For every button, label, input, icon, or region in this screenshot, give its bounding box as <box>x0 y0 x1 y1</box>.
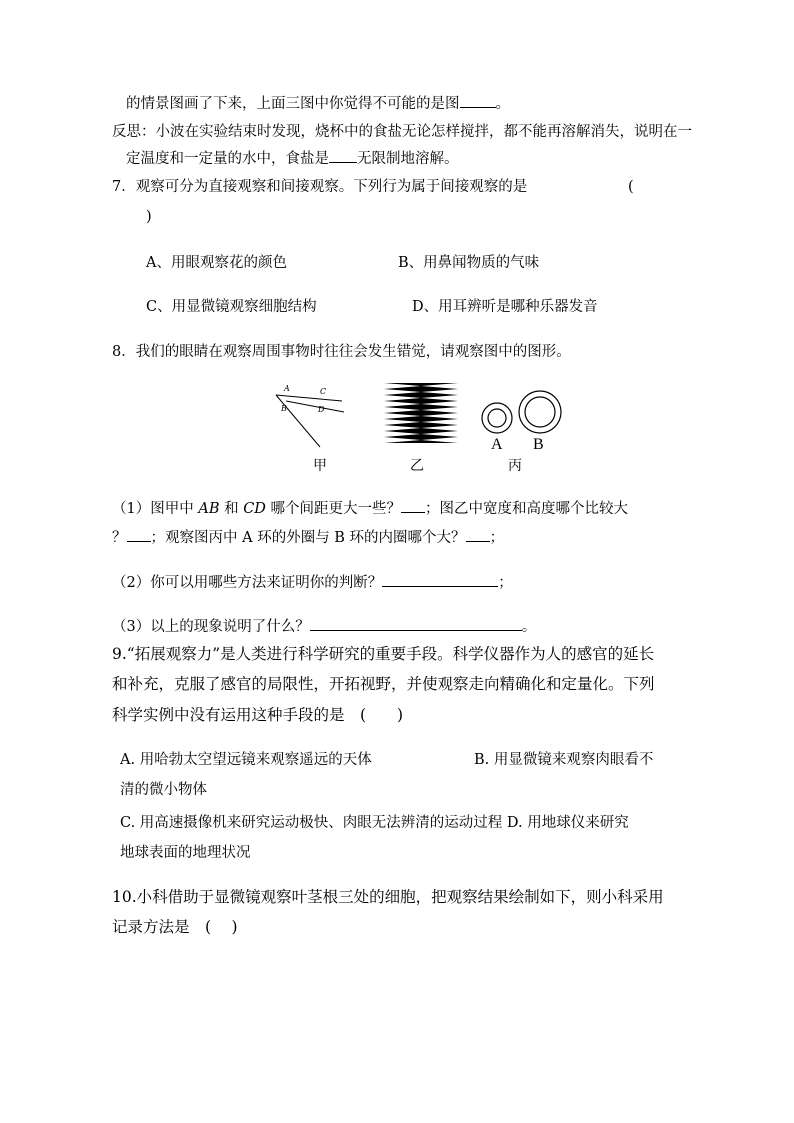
figure-jia-lines <box>270 383 350 453</box>
point-a-label: A <box>284 384 290 393</box>
q9-option-c-line2: 地球表面的地理状况 <box>120 845 251 861</box>
answer-blank[interactable] <box>401 498 425 513</box>
q8-sub2 <box>112 572 513 593</box>
q9-stem-line1: 9.“拓展观察力”是人类进行科学研究的重要手段。科学仪器作为人的感官的延长 <box>112 645 655 663</box>
segment-ab: AB <box>198 501 220 517</box>
answer-blank[interactable] <box>329 148 357 163</box>
point-c-label: C <box>320 387 327 396</box>
q7-option-c: C、用显微镜观察细胞结构 <box>146 299 317 315</box>
q7-option-d: D、用耳辨听是哪种乐器发音 <box>412 299 598 315</box>
figure-yi-zigzag <box>384 383 458 443</box>
figure-bing-rings <box>476 388 576 438</box>
sub2-text: （2）你可以用哪些方法来证明你的判断？ <box>112 575 383 591</box>
q8-sub1-line1 <box>112 498 628 519</box>
q8-sub3 <box>112 616 536 637</box>
answer-blank[interactable] <box>127 527 151 542</box>
q10-stem-line1: 10.小科借助于显微镜观察叶茎根三处的细胞，把观察结果绘制如下，则小科采用 <box>112 888 664 906</box>
q7-paren-open: ( <box>628 179 634 195</box>
sub1-and: 和 <box>219 501 244 517</box>
point-b-label: B <box>281 404 287 413</box>
reflection-line-2 <box>126 148 459 169</box>
answer-blank[interactable] <box>382 572 498 587</box>
q9-stem-line3: 科学实例中没有运用这种手段的是 ( ) <box>112 706 404 724</box>
sub1-prefix: （1）图甲中 <box>112 501 199 517</box>
answer-blank[interactable] <box>310 616 522 631</box>
answer-blank[interactable] <box>466 527 490 542</box>
q9-option-b-line1: B. 用显微镜来观察肉眼看不 <box>474 752 654 768</box>
figure-bing-caption: 丙 <box>508 458 522 474</box>
ring-a-label: A <box>491 436 503 453</box>
figure-yi-caption: 乙 <box>410 458 424 474</box>
q9-option-a: A. 用哈勃太空望远镜来观察遥远的天体 <box>120 752 372 768</box>
q8-sub1-line2 <box>112 527 504 548</box>
ring-b-label: B <box>533 436 544 453</box>
sub3-text: （3）以上的现象说明了什么？ <box>112 619 310 635</box>
sub2-end: ； <box>498 575 513 591</box>
sub1-mid2: ；图乙中宽度和高度哪个比较大 <box>425 501 629 517</box>
q7-option-a: A、用眼观察花的颜色 <box>146 255 287 271</box>
sub1-line2-mid: ；观察图丙中 A 环的外圈与 B 环的内圈哪个大？ <box>150 530 466 546</box>
segment-cd: CD <box>243 501 266 517</box>
reflection-line-1: 反思：小波在实验结束时发现，烧杯中的食盐无论怎样搅拌，都不能再溶解消失，说明在一 <box>112 124 692 140</box>
q10-stem-line2: 记录方法是 ( ) <box>112 918 238 936</box>
figure-jia-caption: 甲 <box>313 458 327 474</box>
sub3-end: 。 <box>521 619 537 635</box>
sub1-mid: 哪个间距更大一些？ <box>265 501 402 517</box>
q8-stem: 8．我们的眼睛在观察周围事物时往往会发生错觉，请观察图中的图形。 <box>112 344 571 360</box>
q9-option-b-line2: 清的微小物体 <box>120 782 207 798</box>
q7-paren-close: ) <box>146 209 152 225</box>
q7-option-b: B、用鼻闻物质的气味 <box>398 255 540 271</box>
continuation-line <box>126 93 510 114</box>
reflection-text-end: 无限制地溶解。 <box>357 151 459 167</box>
reflection-text: 定温度和一定量的水中，食盐是 <box>126 151 329 167</box>
period: 。 <box>495 96 510 112</box>
q9-option-c: C. 用高速摄像机来研究运动极快、肉眼无法辨清的运动过程 D. 用地球仪来研究 <box>120 815 629 831</box>
sub1-line2-end: ； <box>489 530 505 546</box>
continuation-text: 的情景图画了下来，上面三图中你觉得不可能的是图 <box>126 96 460 112</box>
q7-stem: 7．观察可分为直接观察和间接观察。下列行为属于间接观察的是 <box>112 179 528 195</box>
q9-stem-line2: 和补充，克服了感官的局限性，开拓视野，并使观察走向精确化和定量化。下列 <box>112 675 655 693</box>
point-d-label: D <box>318 405 325 414</box>
sub1-line2-start: ？ <box>112 530 127 546</box>
answer-blank[interactable] <box>460 93 496 108</box>
